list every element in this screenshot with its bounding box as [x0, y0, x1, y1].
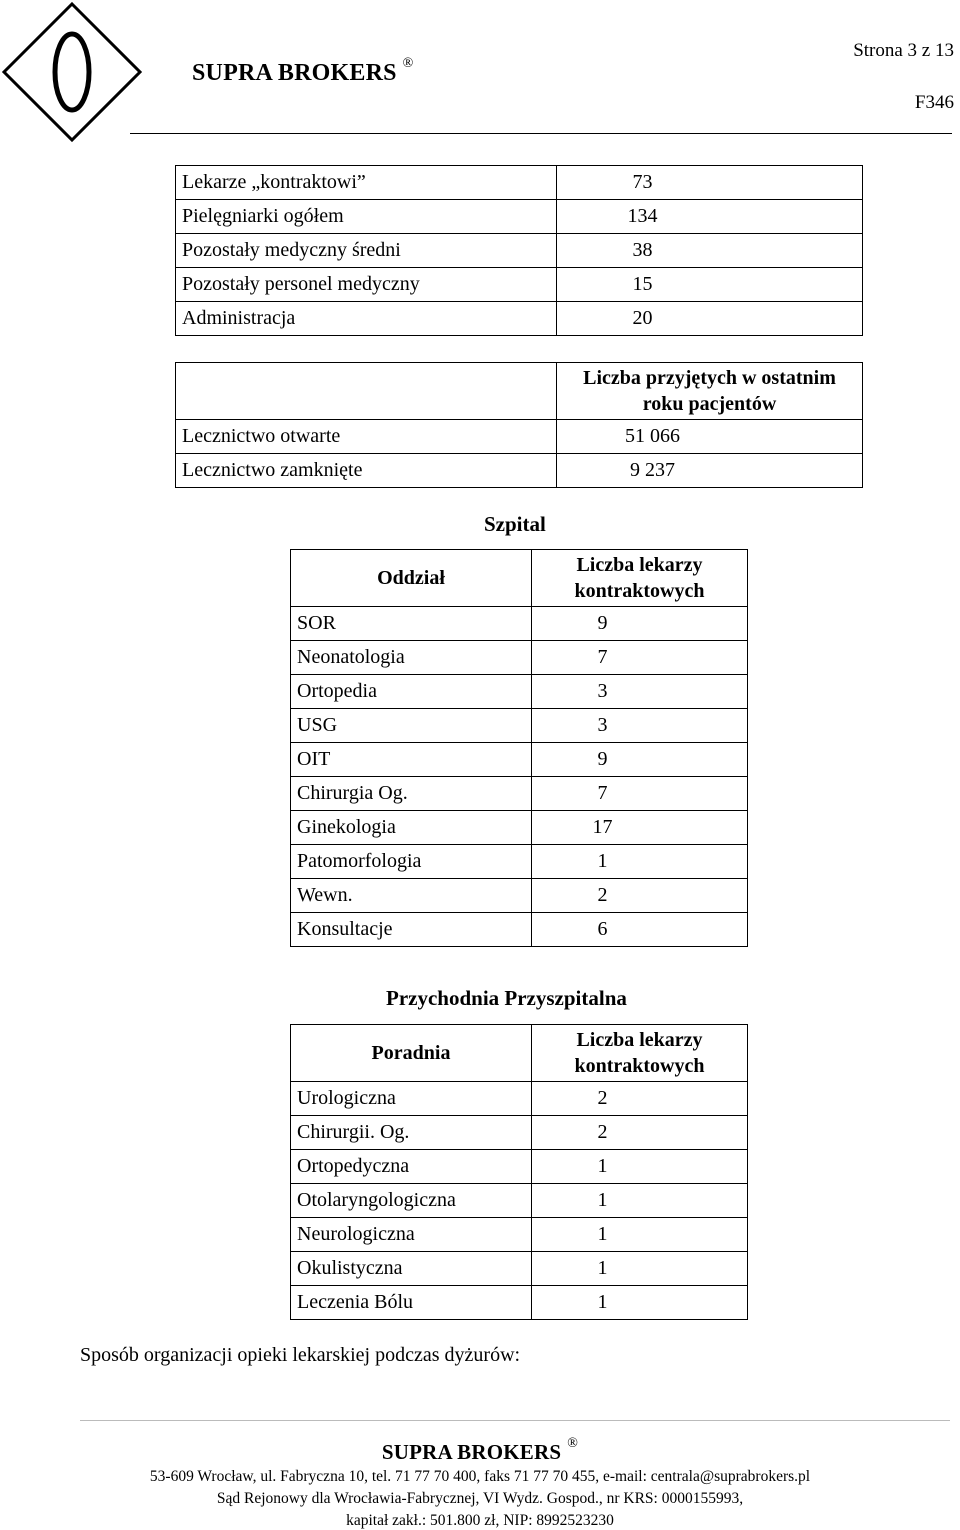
row-value: 6: [532, 913, 748, 947]
registered-mark: ®: [402, 56, 414, 71]
row-value: 9 237: [557, 454, 863, 488]
row-value: 17: [532, 811, 748, 845]
row-label: Ortopedia: [291, 675, 532, 709]
row-value: 2: [532, 1082, 748, 1116]
supra-brokers-logo: [0, 0, 145, 150]
table-row: [291, 1082, 748, 1116]
row-value: 38: [557, 234, 863, 268]
row-label: Pozostały personel medyczny: [176, 268, 557, 302]
row-value: 2: [532, 1116, 748, 1150]
footer-brand: SUPRA BROKERS ®: [381, 1436, 579, 1464]
table-row: [176, 268, 863, 302]
count-column-header: Liczba lekarzy kontraktowych: [532, 550, 748, 607]
row-value: 1: [532, 1184, 748, 1218]
table-header-empty: [176, 363, 557, 420]
row-label: Chirurgii. Og.: [291, 1116, 532, 1150]
registered-mark: ®: [567, 1436, 579, 1451]
footer-court-info: Sąd Rejonowy dla Wrocławia-Fabrycznej, VI Wydz. Gospod., nr KRS: 0000155993,: [216, 1490, 744, 1507]
row-value: 51 066: [557, 420, 863, 454]
unit-column-header: Oddział: [291, 550, 532, 607]
header-divider: [130, 133, 952, 134]
table-row: [291, 709, 748, 743]
row-value: 3: [532, 709, 748, 743]
table-row: [291, 1184, 748, 1218]
table-row: [291, 675, 748, 709]
table-row: [291, 641, 748, 675]
row-label: Lecznictwo zamknięte: [176, 454, 557, 488]
clinic-title: Przychodnia Przyszpitalna: [386, 986, 627, 1010]
table-row: [291, 879, 748, 913]
row-label: Administracja: [176, 302, 557, 336]
row-label: Chirurgia Og.: [291, 777, 532, 811]
table-row: [176, 234, 863, 268]
row-value: 7: [532, 777, 748, 811]
row-label: Lecznictwo otwarte: [176, 420, 557, 454]
row-label: USG: [291, 709, 532, 743]
table-row: [291, 777, 748, 811]
hospital-table: [290, 549, 748, 947]
table-row: [291, 1150, 748, 1184]
row-value: 2: [532, 879, 748, 913]
hospital-title: Szpital: [484, 512, 546, 536]
row-value: 1: [532, 1286, 748, 1320]
table-header-row: [291, 550, 748, 607]
table-row: [291, 607, 748, 641]
header-brand: SUPRA BROKERS ®: [192, 56, 414, 86]
table-row: [291, 845, 748, 879]
row-value: 73: [557, 166, 863, 200]
row-label: Okulistyczna: [291, 1252, 532, 1286]
patients-header: Liczba przyjętych w ostatnim roku pacjentów: [557, 363, 863, 420]
count-column-header: Liczba lekarzy kontraktowych: [532, 1025, 748, 1082]
row-label: Neurologiczna: [291, 1218, 532, 1252]
row-value: 3: [532, 675, 748, 709]
table-row: [291, 1252, 748, 1286]
table-header-row: [176, 363, 863, 420]
table-row: [176, 200, 863, 234]
row-label: Ortopedyczna: [291, 1150, 532, 1184]
row-label: Leczenia Bólu: [291, 1286, 532, 1320]
row-label: Neonatologia: [291, 641, 532, 675]
table-row: [176, 166, 863, 200]
table-row: [176, 420, 863, 454]
footer-address: 53-609 Wrocław, ul. Fabryczna 10, tel. 71 77 70 400, faks 71 77 70 455, e-mail: centrala@suprabrokers.pl: [149, 1468, 811, 1485]
table-row: [176, 454, 863, 488]
row-value: 134: [557, 200, 863, 234]
table-header-row: [291, 1025, 748, 1082]
row-value: 1: [532, 1150, 748, 1184]
table-row: [176, 302, 863, 336]
row-label: Urologiczna: [291, 1082, 532, 1116]
row-label: SOR: [291, 607, 532, 641]
clinic-table: [290, 1024, 748, 1320]
row-value: 9: [532, 743, 748, 777]
table-row: [291, 743, 748, 777]
unit-column-header: Poradnia: [291, 1025, 532, 1082]
duty-organization-text: Sposób organizacji opieki lekarskiej podczas dyżurów:: [80, 1344, 521, 1366]
table-row: [291, 1218, 748, 1252]
patients-table: [175, 362, 863, 488]
table-row: [291, 1116, 748, 1150]
table-row: [291, 811, 748, 845]
row-label: Ginekologia: [291, 811, 532, 845]
page-counter: Strona 3 z 13: [853, 40, 954, 61]
row-label: Otolaryngologiczna: [291, 1184, 532, 1218]
row-value: 9: [532, 607, 748, 641]
row-label: Patomorfologia: [291, 845, 532, 879]
staff-table: [175, 165, 863, 336]
row-value: 1: [532, 1218, 748, 1252]
row-value: 1: [532, 1252, 748, 1286]
row-value: 7: [532, 641, 748, 675]
row-label: Wewn.: [291, 879, 532, 913]
table-row: [291, 913, 748, 947]
row-label: Pielęgniarki ogółem: [176, 200, 557, 234]
footer-capital-info: kapitał zakł.: 501.800 zł, NIP: 8992523230: [346, 1512, 614, 1529]
row-label: OIT: [291, 743, 532, 777]
row-value: 1: [532, 845, 748, 879]
footer-divider: [80, 1420, 950, 1421]
row-value: 20: [557, 302, 863, 336]
form-code: F346: [914, 92, 954, 113]
row-value: 15: [557, 268, 863, 302]
row-label: Konsultacje: [291, 913, 532, 947]
row-label: Pozostały medyczny średni: [176, 234, 557, 268]
table-row: [291, 1286, 748, 1320]
row-label: Lekarze „kontraktowi”: [176, 166, 557, 200]
